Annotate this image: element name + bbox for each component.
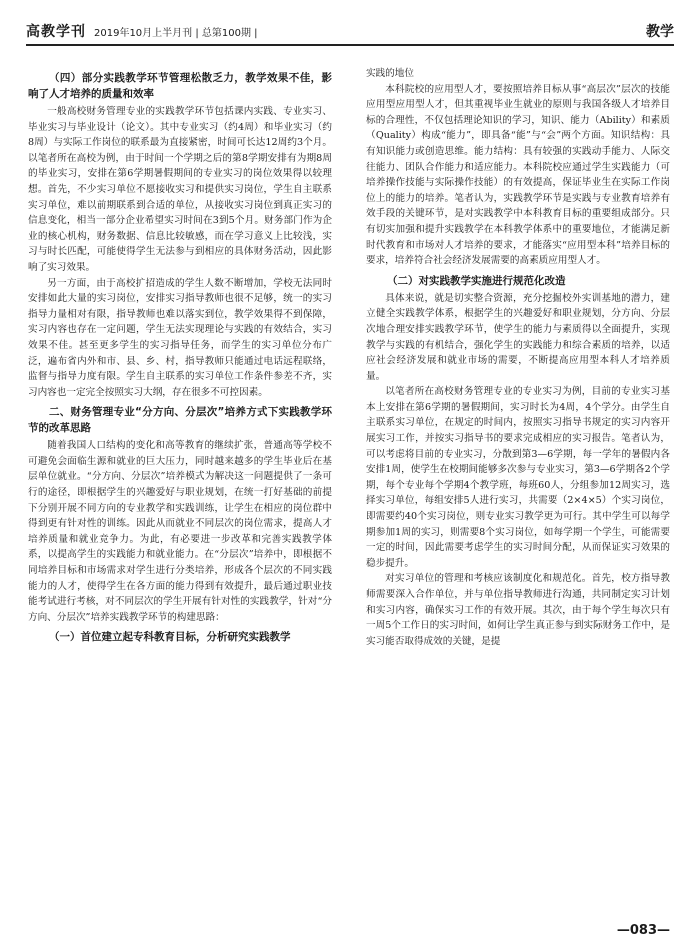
page-number: —083— (616, 923, 670, 938)
paragraph: 对实习单位的管理和考核应该制度化和规范化。首先，校方指导教师需要深入合作单位，并与单位指导教师进行沟通，共同制定实习计划和实习内容，确保实习工作的有效开展。其次，由于每个学生每次只有一周5个工作日的实习时间，如何让学生真正参与到实际财务工作中，是实习能否取得成效的关键，是提 (366, 573, 670, 647)
subheading-1: （一）首位建立起专科教育目标，分析研究实践教学 (49, 631, 291, 644)
paragraph: 一般高校财务管理专业的实践教学环节包括课内实践、专业实习、毕业实习与毕业设计（论文）。其中专业实习（约4周）和毕业实习（约8周）与实际工作岗位的联系最为直接紧密，时间可长达12周约3个月。以笔者所在高校为例，由于时间一个学期之后的第8学期安排有为期8周的毕业实习，安排在第6学期暑假期间的专业实习的岗位效果得以较理想。首先，不少实习单位不愿接收实习和提供实习岗位，学生自主联系实习单位，难以前期联系到合适的单位，从接收实习岗位到真正实习的信息变化，相当一部分企业希望实习时间在3到5个月。财务部门作为企业的核心机构，财务数据、信息比较敏感，而在学习意义上比较浅，实习与时长匹配，可能使得学生无法参与到相应的具体财务活动，因此影响了实习效果。 (28, 106, 332, 273)
subheading-2: （二）对实践教学实施进行规范化改造 (387, 274, 566, 287)
section-label: 教学 (646, 24, 674, 40)
subheading-4: （四）部分实践教学环节管理松散乏力，教学效果不佳，影响了人才培养的质量和效率 (28, 72, 332, 100)
paragraph: 另一方面，由于高校扩招造成的学生人数不断增加，学校无法同时安排如此大量的实习岗位，安排实习指导教师也很不足够，统一的实习指导力量相对有限，指导教师也难以落实到位，教学效果得不到保障，实习内容也存在一定问题，学生无法实现理论与实践的有效结合，实习效果不佳。甚至更多学生的实习指导任务，而学生的实习单位分布广泛，遍布省内外和市、县、乡、村，指导教师只能通过电话远程联络，监督与指导力度有限。学生自主联系的实习单位工作条件参差不齐，实习内容也一定完全按照实习大纲，存在很多不可控因素。 (28, 277, 332, 398)
paragraph: 本科院校的应用型人才，要按照培养目标从事“高层次”层次的技能应用型应用型人才，但其重视毕业生就业的原则与我国各级人才培养目标的合理性，不仅包括理论知识的学习，知识、能力（Ability）和素质（Quality）构成“能力”，即具备“能”与“会”两个方面。知识结构：具有知识能力或创造思维。能力结构：具有较强的实践动手能力、人际交往能力、团队合作能力和适应能力。本科院校应通过学生实践能力（可培养操作技能与实际操作技能）的有效提高，保证毕业生在实际工作岗位上的能力的培养。笔者认为，实践教学环节是实践与专业教育培养有效手段的关键环节，是对实践教学中本科教育目标的重要组成部分。只有切实加强和提升实践教学在本科教学体系中的重要地位，才能满足新时代教育和市场对人才培养的要求，才能落实“应用型本科”培养目标的要求，培养符合社会经济发展需要的高素质应用型人才。 (366, 83, 670, 267)
paragraph-continued: 实践的地位 (366, 68, 414, 79)
page-header (26, 18, 674, 46)
left-column (28, 66, 332, 647)
paragraph: 以笔者所在高校财务管理专业的专业实习为例，目前的专业实习基本上安排在第6学期的暑假期间，实习时长为4周，4个学分。由学生自主联系实习单位，在规定的时间内，按照实习指导书规定的实习内容开展实习工作，并按实习指导书的要求完成相应的实习报告。笔者认为，可以考虑将目前的专业实习，分散到第3—6学期，每一学年的暑假内各安排1周，使学生在校期间能够多次参与专业实习，第3—6学期各2个学期，每个专业每个学期4个教学班，每班60人，分组参加12周实习，选择实习单位，每组安排5人进行实习，共需要（2×4×5）个实习岗位，即需要约40个实习岗位，则专业实习教学更为可行。其中学生可以每学期参加1周的实习，则需要8个实习岗位，如每学期一个学生，可能需要一定的时间，因此需要考虑学生的实习时间分配，从而保证实习效果的稳步提升。 (366, 386, 670, 569)
paragraph: 随着我国人口结构的变化和高等教育的继续扩张，普通高等学校不可避免会面临生源和就业的巨大压力，同时越来越多的学生毕业后在基层单位就业。“分方向、分层次”培养模式为解决这一问题提供了一条可行的途径，即根据学生的兴趣爱好与职业规划，在统一打好基础的前提下分别开展不同方向的专业教学和实践训练，让学生在相应的岗位群中得到更有针对性的训练。因此从而就业不同层次的岗位需求，提高人才培养质量和就业竞争力。为此，有必要进一步改革和完善实践教学体系，以提高学生的实践能力和就业能力。在“分层次”培养中，即根据不同培养目标和市场需求对学生进行分类培养，形成各个层次的不同实践能力的人才，使得学生在各方面的能力得到有效提升，最后通过职业技能考试进行考核，对不同层次的学生开展有针对性的实践教学，针对“分方向、分层次”培养实践教学环节的构建思路： (28, 440, 332, 623)
paragraph: 具体来说，就是切实整合资源，充分挖掘校外实训基地的潜力，建立健全实践教学体系，根据学生的兴趣爱好和职业规划，分方向、分层次地合理安排实践教学环节，使学生的能力与素质得以全面提升，实现教学与实践的有机结合，强化学生的实践能力和综合素质的培养，以适应社会经济发展和就业市场的需要，不断提高应用型本科人才培养质量。 (366, 292, 670, 382)
issue-info: 2019年10月上半月刊 | 总第100期 | (94, 28, 258, 39)
right-column (366, 66, 670, 649)
journal-title: 高教学刊 (26, 24, 86, 40)
section-heading-2: 二、财务管理专业“分方向、分层次”培养方式下实践教学环节的改革思路 (28, 406, 332, 435)
